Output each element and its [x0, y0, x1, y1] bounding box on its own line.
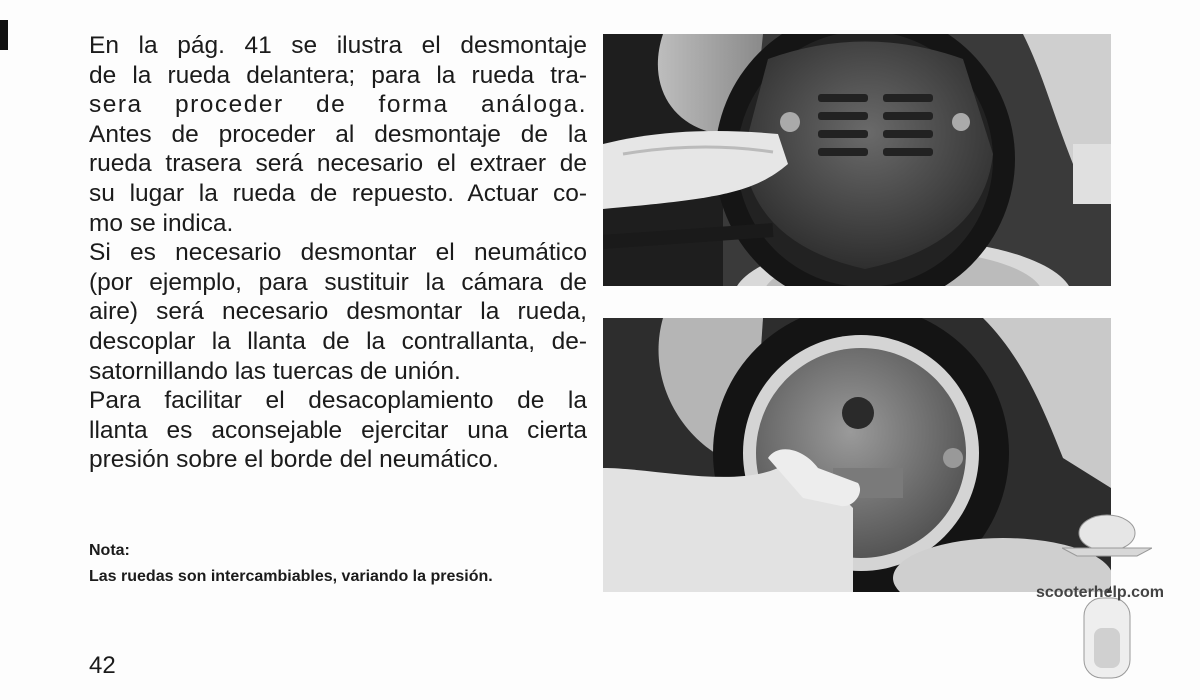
text-line: su lugar la rueda de repuesto. Actuar co- [89, 179, 587, 207]
watermark-text: scooterhelp.com [1036, 584, 1165, 601]
body-text [89, 31, 587, 475]
text-line: En la pág. 41 se ilustra el desmontaje [89, 32, 587, 59]
text-line: Antes de proceder al desmontaje de la [89, 120, 587, 148]
text-line: llanta es aconsejable ejercitar una cierta [89, 416, 587, 444]
text-line: satornillando las tuercas de unión. [89, 357, 461, 385]
page-number: 42 [89, 652, 116, 679]
photo-rim-separation [603, 318, 1111, 592]
text-line: de la rueda delantera; para la rueda tra- [89, 61, 587, 89]
paragraph-1 [89, 31, 587, 475]
text-line: Si es necesario desmontar el neumático [89, 239, 587, 267]
note-body: Las ruedas son intercambiables, variando la presión. [89, 568, 493, 585]
text-line: Para facilitar el desacoplamiento de la [89, 387, 587, 415]
text-line: mo se indica. [89, 209, 234, 237]
page-edge-mark [0, 20, 8, 50]
text-line: descoplar la llanta de la contrallanta, de- [89, 327, 587, 355]
text-line: presión sobre el borde del neumático. [89, 446, 499, 474]
text-line: sera proceder de forma análoga. [89, 91, 587, 119]
photo-spare-wheel-removal [603, 34, 1111, 286]
text-line: aire) será necesario desmontar la rueda, [89, 298, 587, 326]
text-line: rueda trasera será necesario el extraer de [89, 150, 587, 178]
note-title: Nota: [89, 542, 130, 559]
text-line: (por ejemplo, para sustituir la cámara de [89, 268, 587, 296]
